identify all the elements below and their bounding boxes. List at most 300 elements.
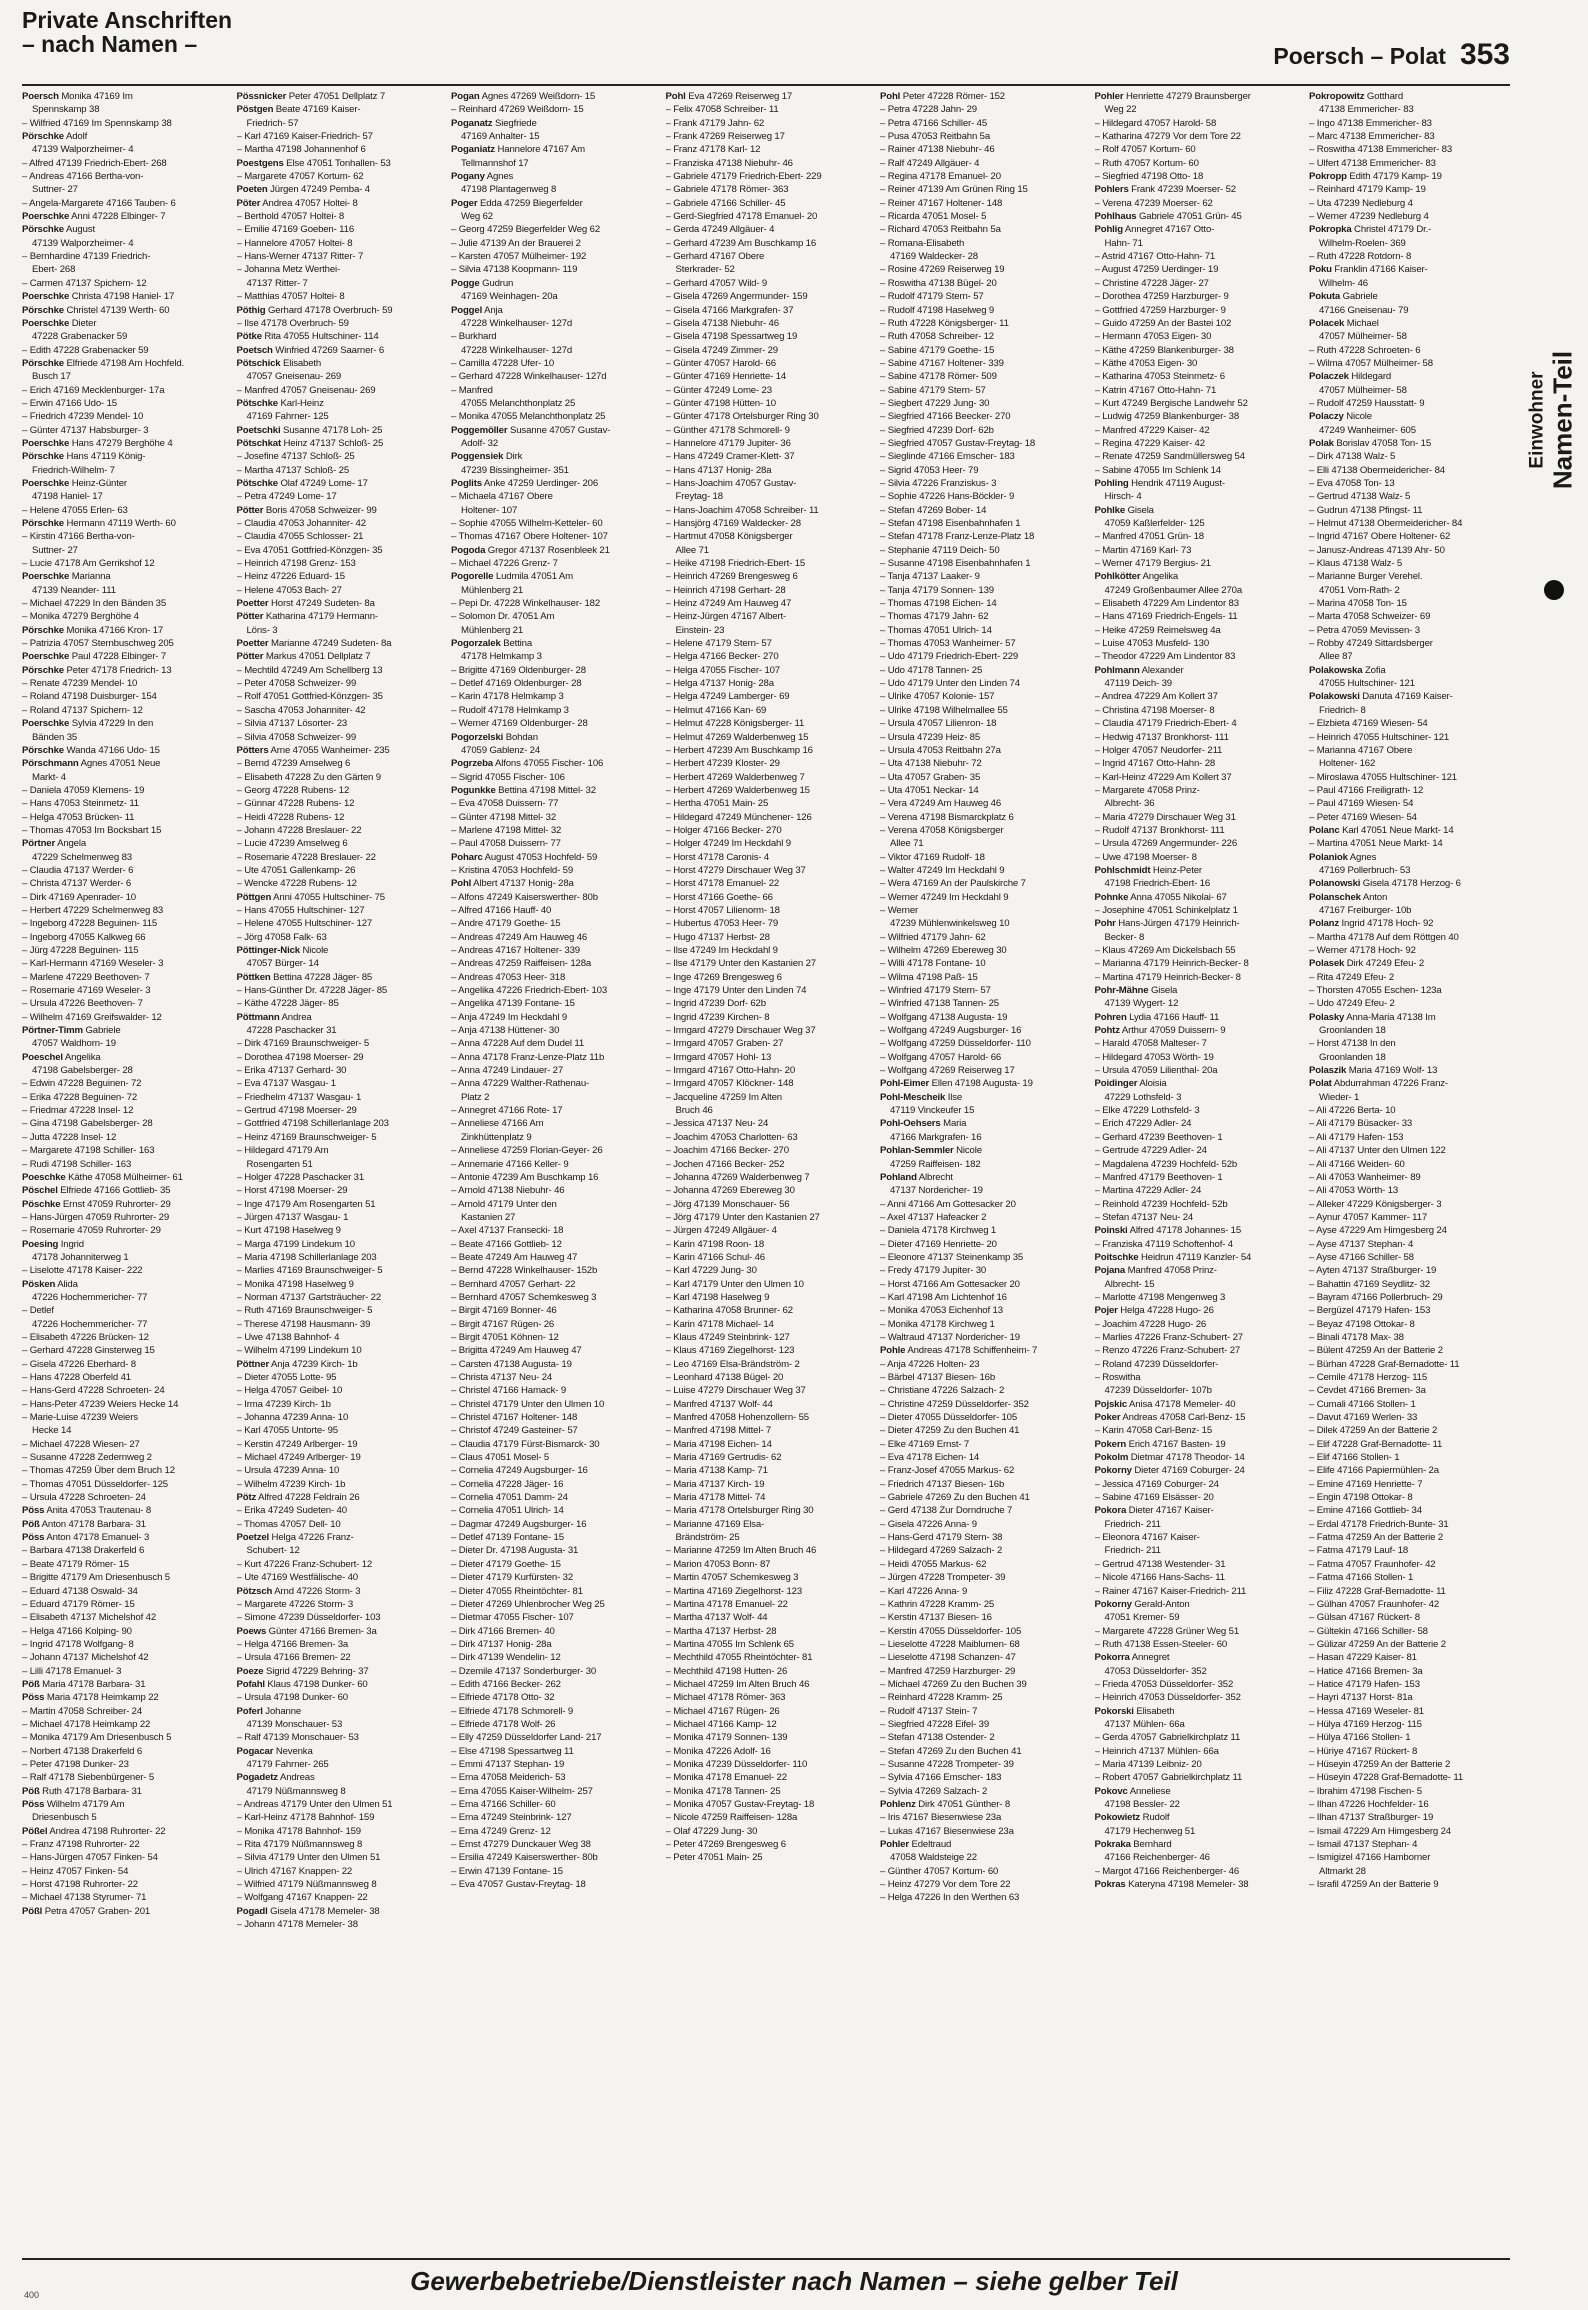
directory-entry (1095, 1251, 1299, 1264)
entry-details: – Erna 47249 Grenz- 12 (451, 1825, 551, 1837)
entry-details: – Dieter 47055 Rheintöchter- 81 (451, 1585, 583, 1597)
entry-surname: Pogacar (236, 1745, 274, 1757)
directory-entry (1095, 650, 1299, 663)
entry-surname: Poidinger (1094, 1078, 1138, 1090)
entry-details: – Wilfried 47179 Jahn- 62 (880, 931, 986, 943)
entry-surname: Pokolm (1094, 1452, 1129, 1464)
directory-entry (237, 1198, 441, 1211)
directory-entry (237, 1518, 441, 1531)
entry-details: – Gabriele 47166 Schiller- 45 (665, 197, 786, 209)
entry-details: 47119 Deich- 39 (1104, 678, 1172, 690)
entry-details: – Michael 47269 Zu den Buchen 39 (880, 1678, 1027, 1690)
directory-entry (666, 1678, 870, 1691)
entry-details: – Detlef (22, 1305, 54, 1317)
entry-details: Albert 47137 Honig- 28a (471, 878, 574, 890)
entry-details: – Cornelia 47051 Damm- 24 (451, 1492, 568, 1504)
entry-details: Anneliese (1127, 1785, 1171, 1797)
entry-details: – Martina 47179 Heinrich-Becker- 8 (1094, 971, 1241, 983)
entry-surname: Polasek (1309, 958, 1345, 970)
entry-details: – Karin 47198 Roon- 18 (665, 1238, 765, 1250)
entry-details: – Kerstin 47055 Düsseldorfer- 105 (880, 1625, 1022, 1637)
entry-details: – Johann 47178 Memeler- 38 (236, 1919, 358, 1931)
entry-surname: Pojskic (1094, 1398, 1128, 1410)
directory-entry (1095, 397, 1299, 410)
directory-entry (1095, 410, 1299, 423)
directory-entry (451, 1611, 655, 1624)
directory-entry (1095, 197, 1299, 210)
entry-details: – Aynur 47057 Kammer- 117 (1309, 1211, 1428, 1223)
entry-details: – Erich 47229 Adler- 24 (1094, 1118, 1192, 1130)
entry-details: – Hans 47053 Steinmetz- 11 (22, 798, 139, 810)
directory-entry (880, 1411, 1084, 1424)
directory-entry (22, 1144, 226, 1157)
entry-details: Susanne 47057 Gustav- (507, 424, 611, 436)
directory-entry (666, 557, 870, 570)
directory-entry (237, 157, 441, 170)
entry-details: – Maria 47169 Gertrudis- 62 (665, 1452, 782, 1464)
entry-details: – Paul 47169 Wiesen- 54 (1309, 798, 1414, 810)
entry-details: Elisabeth (280, 357, 322, 369)
entry-surname: Pohler (1094, 91, 1124, 102)
entry-details: – Uta 47051 Neckar- 14 (880, 784, 979, 796)
directory-entry (666, 170, 870, 183)
directory-entry (1095, 771, 1299, 784)
entry-details: – Wilfried 47179 Nüßmannsweg 8 (236, 1879, 377, 1891)
entry-surname: Pohle (880, 1345, 906, 1357)
entry-details: – Helga 47055 Fischer- 107 (665, 664, 780, 676)
entry-details: – Maria 47137 Kirch- 19 (665, 1478, 765, 1490)
directory-entry (880, 263, 1084, 276)
entry-details: 47169 Anhalter- 15 (461, 131, 540, 143)
directory-entry (22, 1064, 226, 1077)
entry-details: Agnes 47051 Neue (78, 758, 161, 770)
entry-details: – Hessa 47169 Weseler- 81 (1309, 1705, 1424, 1717)
directory-entry (1095, 143, 1299, 156)
entry-details: Hermann 47119 Werth- 60 (64, 518, 176, 529)
directory-entry (1095, 477, 1299, 490)
directory-entry (451, 690, 655, 703)
section-marker-dot (1544, 580, 1564, 600)
entry-details: – Sabine 47169 Elsässer- 20 (1094, 1492, 1214, 1504)
directory-entry (1309, 677, 1513, 690)
directory-entry (666, 410, 870, 423)
directory-entry (1095, 1651, 1299, 1664)
entry-details: – Erna 47166 Schiller- 60 (451, 1799, 556, 1810)
directory-entry (1095, 1304, 1299, 1317)
directory-entry (451, 1478, 655, 1491)
entry-details: – Wilfried 47169 Im Spennskamp 38 (22, 117, 172, 129)
entry-details: 47229 Lothsfeld- 3 (1104, 1091, 1182, 1103)
directory-entry (22, 557, 226, 570)
directory-entry (237, 1905, 441, 1918)
entry-details: – Hayri 47137 Horst- 81a (1309, 1692, 1413, 1704)
entry-details: – Petra 47059 Mevissen- 3 (1309, 624, 1420, 636)
entry-surname: Polasky (1309, 1011, 1345, 1023)
directory-entry (237, 597, 441, 610)
page-header-range (1273, 38, 1510, 72)
directory-entry (880, 877, 1084, 890)
entry-details: – Herbert 47229 Schelmenweg 83 (22, 904, 164, 916)
entry-details: – Kurt 47249 Bergische Landwehr 52 (1094, 397, 1248, 409)
entry-details: Arthur 47059 Duissern- 9 (1119, 1025, 1226, 1037)
directory-entry (1309, 1611, 1513, 1624)
entry-details: – Michael 47167 Rügen- 26 (665, 1705, 780, 1717)
entry-details: Gabriele (82, 1025, 121, 1037)
entry-details: – Gabriele 47269 Zu den Buchen 41 (880, 1492, 1030, 1504)
directory-entry (1095, 1745, 1299, 1758)
entry-details: – Herbert 47269 Walderbenweg 15 (665, 784, 810, 796)
directory-entry (1095, 1464, 1299, 1477)
directory-entry (880, 530, 1084, 543)
entry-details: – Andreas 47166 Bertha-von- (22, 171, 144, 183)
directory-entry (237, 170, 441, 183)
directory-entry (1095, 1504, 1299, 1517)
entry-details: – Jörg 47179 Unter den Kastanien 27 (665, 1211, 820, 1223)
entry-details: – Karl 47229 Jung- 30 (665, 1265, 757, 1277)
directory-entry (880, 1091, 1084, 1104)
entry-details: – Maria 47138 Kamp- 71 (665, 1465, 768, 1477)
entry-surname: Poganatz (451, 117, 493, 129)
directory-entry (451, 997, 655, 1010)
directory-entry (880, 1358, 1084, 1371)
directory-entry (666, 784, 870, 797)
entry-details: – Bahattin 47169 Seydlitz- 32 (1309, 1278, 1430, 1290)
entry-details: Anna-Maria 47138 Im (1344, 1011, 1436, 1023)
directory-entry (666, 931, 870, 944)
entry-surname: Pokraka (1094, 1839, 1131, 1851)
entry-details: – Paul 47166 Freiligrath- 12 (1309, 784, 1424, 796)
entry-surname: Polanschek (1309, 891, 1361, 903)
directory-entry (237, 1238, 441, 1251)
entry-details: – Jutta 47228 Insel- 12 (22, 1131, 117, 1143)
directory-entry (237, 664, 441, 677)
directory-entry (880, 1785, 1084, 1798)
entry-details: – Camilla 47228 Ufer- 10 (451, 357, 555, 369)
entry-details: Dieter (69, 317, 97, 329)
entry-details: – Miroslawa 47055 Hultschiner- 121 (1309, 771, 1457, 783)
directory-entry (22, 450, 226, 463)
directory-entry (666, 1371, 870, 1384)
directory-entry (1309, 517, 1513, 530)
directory-entry (666, 637, 870, 650)
entry-details: – Rolf 47051 Gottfried-Könzgen- 35 (236, 691, 383, 703)
directory-entry (451, 931, 655, 944)
directory-entry (666, 1851, 870, 1864)
directory-entry (1309, 931, 1513, 944)
entry-details: – Hans 47137 Honig- 28a (665, 464, 772, 476)
entry-details: Rudolf (1140, 1812, 1170, 1824)
entry-surname: Pöttgen (236, 891, 272, 903)
entry-details: – Monika 47239 Düsseldorfer- 110 (665, 1758, 808, 1770)
directory-entry (666, 1478, 870, 1491)
entry-details: – Ralf 47249 Allgäuer- 4 (880, 157, 980, 169)
entry-details: – Helmut 47269 Walderbenweg 15 (665, 731, 809, 743)
entry-details: – Werner 47169 Oldenburger- 28 (451, 718, 588, 730)
directory-entry (1095, 624, 1299, 637)
entry-details: – Günter 47178 Ortelsburger Ring 30 (665, 411, 819, 423)
directory-entry (666, 530, 870, 543)
directory-entry (880, 1144, 1084, 1157)
directory-entry (237, 530, 441, 543)
directory-entry (22, 117, 226, 130)
entry-details: Mühlenberg 21 (461, 584, 524, 596)
entry-details: – Wolfgang 47138 Augusta- 19 (880, 1011, 1008, 1023)
entry-surname: Pöttinger-Nick (236, 945, 300, 956)
directory-entry (666, 757, 870, 770)
directory-entry (666, 1798, 870, 1811)
directory-entry (451, 1638, 655, 1651)
entry-details: – Klaus 47249 Steinbrink- 127 (665, 1331, 790, 1343)
entry-surname: Poggensiek (451, 451, 504, 463)
directory-entry (451, 1331, 655, 1344)
entry-details: 47169 Waldecker- 28 (890, 251, 978, 263)
entry-details: – Tanja 47137 Laaker- 9 (880, 571, 980, 583)
entry-surname: Pojana (1094, 1265, 1126, 1277)
entry-details: – Franz-Josef 47055 Markus- 62 (880, 1465, 1015, 1477)
entry-details: Annegret (1129, 1652, 1170, 1664)
entry-details: Danuta 47169 Kaiser- (1359, 691, 1453, 703)
entry-details: Sylvia 47229 In den (69, 718, 154, 730)
directory-entry (451, 1304, 655, 1317)
entry-details: – Hans-Joachim 47057 Gustav- (665, 477, 797, 489)
entry-details: Angelika (1140, 571, 1179, 583)
entry-details: – Erna 47249 Steinbrink- 127 (451, 1812, 572, 1824)
entry-details: – Christel 47166 Hamack- 9 (451, 1385, 567, 1397)
directory-entry (1095, 517, 1299, 530)
entry-details: Hildegard (1348, 371, 1392, 383)
entry-surname: Pöß (22, 1518, 40, 1530)
directory-entry (880, 664, 1084, 677)
entry-details: – Elisabeth 47137 Michelshof 42 (22, 1612, 157, 1624)
directory-entry (237, 1558, 441, 1571)
directory-entry (1309, 1504, 1513, 1517)
entry-surname: Pötschke (236, 477, 278, 489)
directory-entry (666, 1051, 870, 1064)
entry-details: – Karin 47178 Helmkamp 3 (451, 691, 564, 703)
directory-entry (237, 971, 441, 984)
name-range: Poersch – Polat (1273, 43, 1446, 69)
entry-details: – Christa 47137 Werder- 6 (22, 878, 132, 890)
directory-entry (1309, 1104, 1513, 1117)
entry-surname: Poku (1309, 264, 1332, 276)
directory-entry (1095, 1264, 1299, 1277)
directory-entry (880, 1117, 1084, 1130)
entry-details: – Cornelia 47228 Jäger- 16 (451, 1478, 564, 1490)
directory-entry (1095, 117, 1299, 130)
directory-entry (22, 1211, 226, 1224)
entry-details: – Jessica 47137 Neu- 24 (665, 1118, 769, 1130)
entry-details: – Marie-Luise 47239 Weiers (22, 1412, 138, 1424)
directory-entry (22, 1077, 226, 1090)
directory-entry (451, 290, 655, 303)
entry-details: – Hubertus 47053 Heer- 79 (665, 918, 779, 930)
directory-entry (1309, 1291, 1513, 1304)
directory-entry (451, 1504, 655, 1517)
directory-entry (1309, 877, 1513, 890)
entry-surname: Poerschke (22, 571, 70, 583)
directory-entry (666, 717, 870, 730)
entry-details: – Daniela 47178 Kirchweg 1 (880, 1225, 997, 1237)
entry-details: 47139 Walporzheimer- 4 (32, 237, 134, 249)
entry-details: – Detlef 47139 Fontane- 15 (451, 1532, 564, 1544)
entry-surname: Pohlenz (880, 1799, 916, 1810)
footer-rule (22, 2258, 1510, 2260)
side-tab-line-2: Namen-Teil (1547, 350, 1578, 490)
entry-details: – Manfred 47137 Wolf- 44 (665, 1398, 773, 1410)
directory-entry (666, 690, 870, 703)
directory-entry (451, 1558, 655, 1571)
directory-entry (1095, 1731, 1299, 1744)
entry-details: – Bärbel 47137 Biesen- 16b (880, 1372, 996, 1383)
entry-details: – Thomas 47053 Wanheimer- 57 (880, 638, 1016, 650)
directory-entry (880, 357, 1084, 370)
entry-details: – Reinhard 47179 Kamp- 19 (1309, 184, 1426, 196)
entry-details: 47249 Wanheimer- 605 (1319, 424, 1416, 436)
directory-entry (880, 1558, 1084, 1571)
directory-entry (451, 1811, 655, 1824)
directory-entry (880, 717, 1084, 730)
entry-details: – Dieter 47179 Goethe- 15 (451, 1558, 561, 1570)
entry-details: Albrecht (916, 1171, 953, 1183)
entry-details: 47239 Düsseldorfer- 107b (1104, 1385, 1212, 1397)
entry-details: 47167 Freiburger- 10b (1319, 904, 1412, 916)
entry-details: – Elli 47138 Obermeidericher- 84 (1309, 464, 1445, 476)
entry-details: – Thorsten 47055 Eschen- 123a (1309, 985, 1442, 997)
entry-details: – Erika 47228 Beguinen- 72 (22, 1091, 138, 1103)
entry-surname: Pokovc (1094, 1785, 1128, 1797)
directory-entry (1309, 130, 1513, 143)
entry-surname: Pogunkke (451, 784, 496, 796)
directory-entry (451, 1731, 655, 1744)
entry-details: – Joachim 47053 Charlotten- 63 (665, 1131, 798, 1143)
directory-entry (237, 1184, 441, 1197)
entry-details: – Rosemarie 47169 Weseler- 3 (22, 985, 151, 997)
entry-details: – Werner 47179 Bergius- 21 (1094, 558, 1211, 570)
entry-details: – Horst 47198 Ruhrorter- 22 (22, 1879, 138, 1891)
entry-details: 47229 Schelmenweg 83 (32, 851, 132, 863)
entry-details: – Elke 47229 Lothsfeld- 3 (1094, 1105, 1200, 1117)
entry-details: – Liselotte 47178 Kaiser- 222 (22, 1265, 143, 1277)
directory-entry (666, 584, 870, 597)
entry-details: – Ulrike 47057 Kolonie- 157 (880, 691, 995, 703)
directory-entry (666, 290, 870, 303)
entry-details: Gisela 47178 Memeler- 38 (267, 1905, 380, 1917)
directory-entry (451, 1438, 655, 1451)
entry-surname: Pöss (22, 1692, 45, 1704)
directory-entry (880, 1691, 1084, 1704)
directory-entry (880, 1598, 1084, 1611)
entry-details: – Anja 47226 Holten- 23 (880, 1358, 980, 1370)
entry-details: 47137 Ritter- 7 (246, 277, 308, 289)
entry-surname: Pogorzelski (451, 731, 504, 743)
entry-details: – Holger 47057 Neudorfer- 211 (1094, 744, 1223, 756)
entry-details: – Rosemarie 47228 Breslauer- 22 (236, 851, 376, 863)
entry-details: Klaus 47198 Dunker- 60 (264, 1678, 368, 1690)
directory-entry (237, 744, 441, 757)
directory-entry (237, 277, 441, 290)
entry-details: – Anneliese 47259 Florian-Geyer- 26 (451, 1145, 603, 1157)
directory-entry (1095, 1544, 1299, 1557)
entry-details: 47051 Vom-Rath- 2 (1319, 584, 1400, 596)
entry-surname: Pokras (1094, 1879, 1126, 1891)
entry-details: – August 47259 Uerdinger- 19 (1094, 264, 1219, 276)
directory-entry (237, 1438, 441, 1451)
directory-entry (237, 624, 441, 637)
directory-entry (1095, 464, 1299, 477)
entry-details: – Marianne 47259 Im Alten Bruch 46 (665, 1545, 817, 1557)
entry-details: – Heinrich 47137 Mühlen- 66a (1094, 1745, 1219, 1757)
entry-details: Monika 47166 Kron- 17 (64, 624, 164, 636)
entry-details: – Heinz 47279 Vor dem Tore 22 (880, 1879, 1011, 1891)
entry-details: – Berthold 47057 Holtei- 8 (236, 211, 345, 223)
entry-details: – Elfriede 47178 Schmorell- 9 (451, 1705, 574, 1717)
entry-details: – Robby 47249 Sittardsberger (1309, 638, 1433, 650)
entry-details: – Käthe 47053 Eigen- 30 (1094, 357, 1198, 369)
entry-details: – Helga 47137 Honig- 28a (665, 678, 774, 690)
directory-entry (237, 1037, 441, 1050)
entry-details: Beate 47169 Kaiser- (273, 104, 361, 116)
directory-entry (237, 650, 441, 663)
directory-entry (880, 544, 1084, 557)
directory-entry (237, 584, 441, 597)
entry-details: – Beate 47166 Gottlieb- 12 (451, 1238, 562, 1250)
entry-details: – Barbara 47138 Drakerfeld 6 (22, 1545, 145, 1557)
entry-details: August 47053 Hochfeld- 59 (482, 851, 598, 863)
entry-details: – Elfriede 47178 Otto- 32 (451, 1692, 555, 1704)
entry-details: – Georg 47228 Rubens- 12 (236, 784, 350, 796)
entry-details: – Maria 47198 Eichen- 14 (665, 1438, 772, 1450)
directory-entry (666, 344, 870, 357)
entry-details: – Siegfried 47198 Otto- 18 (1094, 171, 1204, 183)
entry-details: – Claudia 47179 Fürst-Bismarck- 30 (451, 1438, 600, 1450)
directory-entry (22, 811, 226, 824)
entry-surname: Pörschke (22, 744, 64, 756)
entry-details: – Martin 47169 Karl- 73 (1094, 544, 1192, 556)
directory-entry (1309, 1851, 1513, 1864)
directory-entry (237, 90, 441, 103)
entry-details: Nicole (953, 1145, 982, 1157)
directory-entry (880, 1771, 1084, 1784)
directory-entry (237, 997, 441, 1010)
directory-column (237, 90, 441, 2240)
directory-entry (880, 1371, 1084, 1384)
entry-details: – Rudolf 47178 Helmkamp 3 (451, 704, 569, 716)
directory-entry (1095, 1011, 1299, 1024)
directory-column (880, 90, 1084, 2240)
entry-details: – Ute 47169 Westfälische- 40 (236, 1572, 358, 1584)
directory-entry (237, 1451, 441, 1464)
entry-details: – Emine 47169 Henriette- 7 (1309, 1478, 1423, 1490)
directory-entry (1095, 610, 1299, 623)
entry-details: Frank 47239 Moerser- 52 (1128, 184, 1236, 196)
entry-details: Ilse (945, 1091, 963, 1103)
entry-details: – Thomas 47051 Düsseldorfer- 125 (22, 1478, 168, 1490)
directory-entry (880, 971, 1084, 984)
entry-details: – Katrin 47167 Otto-Hahn- 71 (1094, 384, 1217, 396)
directory-entry (22, 1358, 226, 1371)
directory-entry (451, 877, 655, 890)
directory-entry (22, 170, 226, 183)
entry-details: – Roland 47239 Düsseldorfer- (1094, 1358, 1219, 1370)
directory-entry (22, 210, 226, 223)
entry-details: – Ingrid 47178 Wolfgang- 8 (22, 1638, 134, 1650)
directory-entry (1309, 811, 1513, 824)
directory-entry (880, 1291, 1084, 1304)
entry-details: Sterkrader- 52 (675, 264, 735, 276)
directory-entry (1309, 1651, 1513, 1664)
entry-details: – Horst 47166 Goethe- 66 (665, 891, 773, 903)
directory-entry (880, 370, 1084, 383)
